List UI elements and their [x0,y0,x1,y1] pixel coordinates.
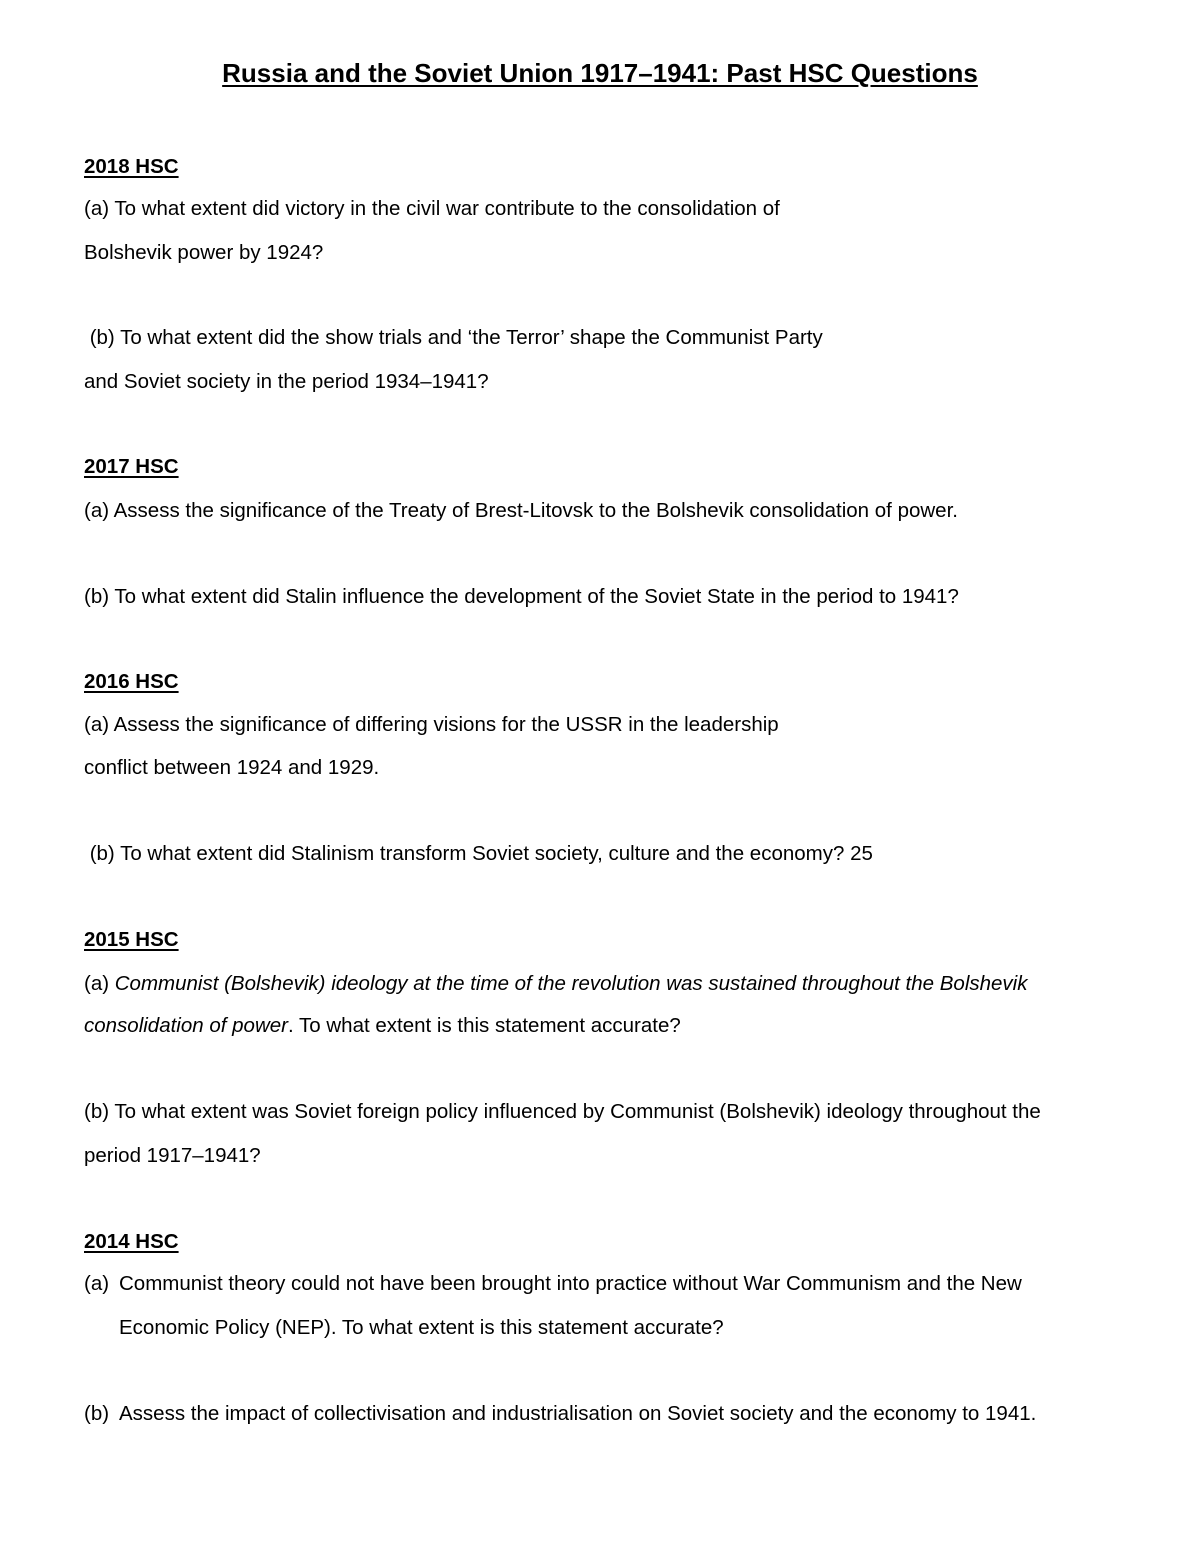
question-2015-a-line2 [84,1011,681,1041]
question-2015-b-line1: (b) To what extent was Soviet foreign policy influenced by Communist (Bolshevik) ideology throughout the [84,1100,1041,1123]
question-2015-a-rest: . To what extent is this statement accurate? [288,1014,681,1037]
question-2015-a-line1 [84,969,1027,999]
section-heading-2017: 2017 HSC [84,455,179,478]
question-2016-b-line1: (b) To what extent did Stalinism transform Soviet society, culture and the economy? 25 [84,842,873,865]
question-2016-a-line1: (a) Assess the significance of differing visions for the USSR in the leadership [84,713,779,736]
question-2015-a-quote-part1: Communist (Bolshevik) ideology at the time of the revolution was sustained throughout the Bolshevik [114,972,1028,995]
question-2018-b-line2: and Soviet society in the period 1934–1941? [84,370,489,393]
question-2015-b-line2: period 1917–1941? [84,1144,261,1167]
question-2016-a-line2: conflict between 1924 and 1929. [84,756,380,779]
question-2014-a-label: (a) [84,1272,110,1295]
question-2017-b-line1: (b) To what extent did Stalin influence the development of the Soviet State in the period to 1941? [84,585,959,608]
question-2014-b-line1: Assess the impact of collectivisation and industrialisation on Soviet society and the economy to 1941. [119,1402,1037,1425]
section-heading-2015: 2015 HSC [84,928,179,951]
section-heading-2018: 2018 HSC [84,155,179,178]
question-2014-a-line2: Economic Policy (NEP). To what extent is this statement accurate? [119,1316,724,1339]
page-title: Russia and the Soviet Union 1917–1941: Past HSC Questions [222,58,978,88]
question-2015-a-quote-part2: consolidation of power [84,1014,288,1037]
question-2014-b-label: (b) [84,1402,110,1425]
section-heading-2014: 2014 HSC [84,1230,179,1253]
question-2015-a-label: (a) [84,972,115,995]
question-2018-a-line1: (a) To what extent did victory in the civil war contribute to the consolidation of [84,197,780,220]
section-heading-2016: 2016 HSC [84,670,179,693]
question-2017-a-line1: (a) Assess the significance of the Treaty of Brest-Litovsk to the Bolshevik consolidation of power. [84,499,958,522]
question-2014-a-line1: Communist theory could not have been brought into practice without War Communism and the New [119,1272,1022,1295]
question-2018-a-line2: Bolshevik power by 1924? [84,241,324,264]
question-2018-b-line1: (b) To what extent did the show trials and ‘the Terror’ shape the Communist Party [84,326,823,349]
